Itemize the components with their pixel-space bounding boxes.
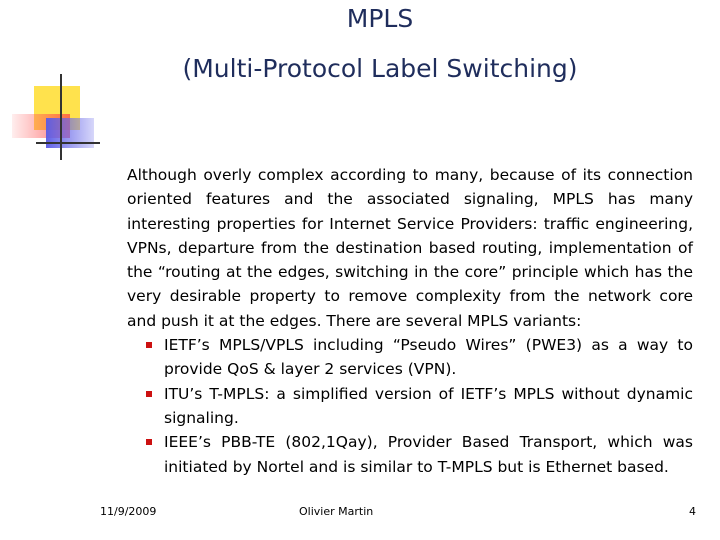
square-bullet-icon	[146, 342, 152, 348]
bullet-item	[127, 333, 693, 382]
decorative-vertical-line	[60, 74, 62, 160]
slide-body	[127, 163, 693, 479]
bullet-item	[127, 430, 693, 479]
footer-page-number: 4	[689, 505, 696, 518]
square-bullet-icon	[146, 391, 152, 397]
decorative-horizontal-line	[36, 142, 100, 144]
square-bullet-icon	[146, 439, 152, 445]
intro-paragraph: Although overly complex according to many, because of its connection oriented features and the associated signaling, MPLS has many interesting properties for Internet Service Providers: traffic engineering, VPNs, departure from the destination based routing, implementation of the “routing at the edges, switching in the core” principle which has the very desirable property to remove complexity from the network core and push it at the edges. There are several MPLS variants:	[127, 166, 693, 330]
footer-date: 11/9/2009	[100, 505, 157, 518]
bullet-text: ITU’s T-MPLS: a simplified version of IETF’s MPLS without dynamic signaling.	[164, 384, 693, 427]
bullet-text: IETF’s MPLS/VPLS including “Pseudo Wires” (PWE3) as a way to provide QoS & layer 2 services (VPN).	[164, 336, 693, 379]
title-line-1: MPLS	[346, 4, 414, 33]
footer-author: Olivier Martin	[299, 505, 374, 518]
title-line-2: (Multi-Protocol Label Switching)	[182, 54, 578, 83]
bullet-list	[127, 333, 693, 479]
bullet-text: IEEE’s PBB-TE (802,1Qay), Provider Based Transport, which was initiated by Nortel and is similar to T-MPLS but is Ethernet based.	[164, 433, 693, 476]
bullet-item	[127, 382, 693, 431]
